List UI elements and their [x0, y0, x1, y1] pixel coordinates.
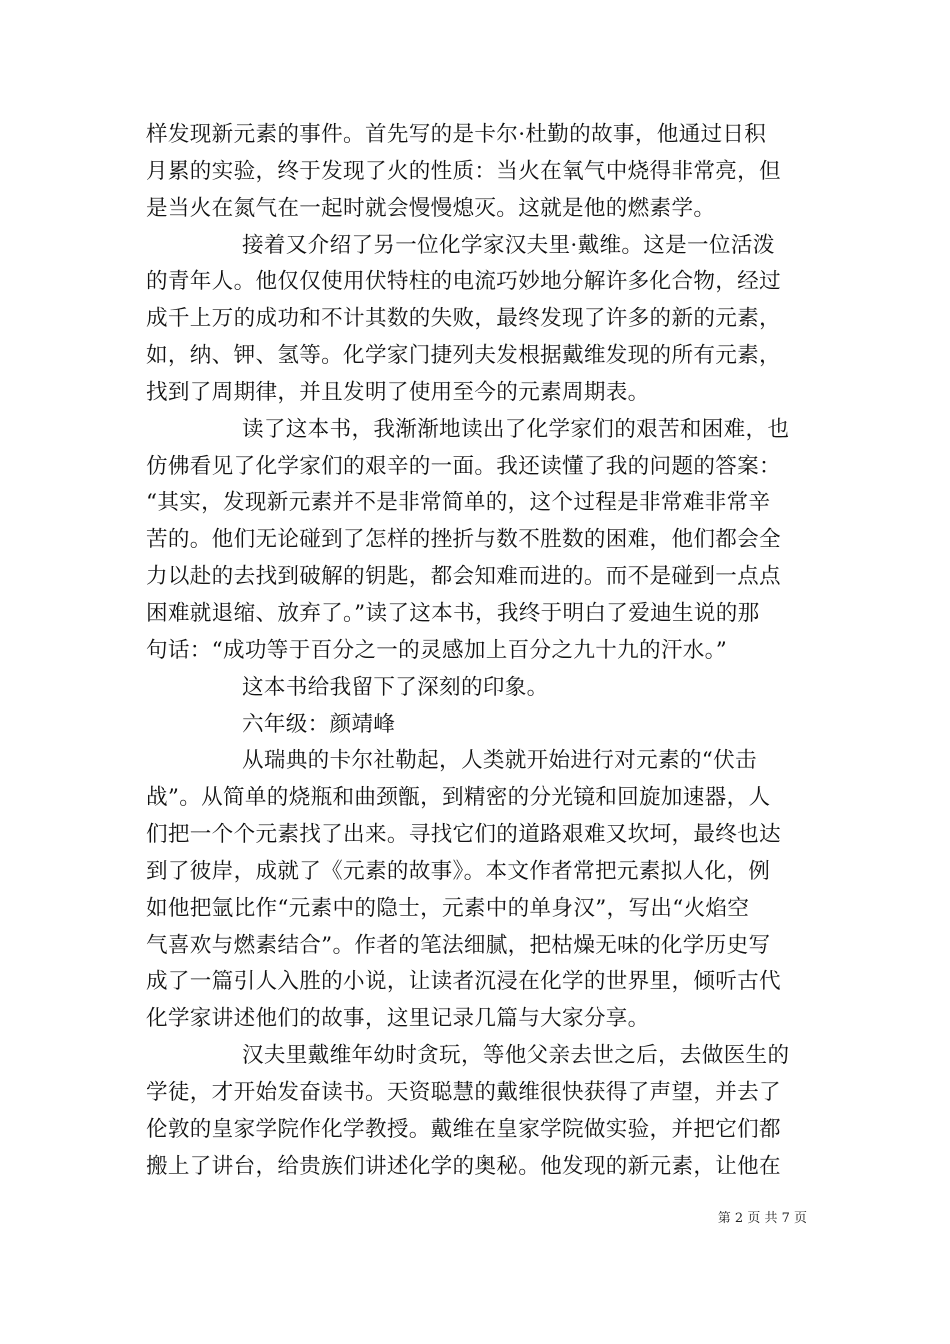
text-line: 困难就退缩、放弃了。”读了这本书，我终于明白了爱迪生说的那 [146, 600, 760, 626]
text-line: 如，纳、钾、氢等。化学家门捷列夫发根据戴维发现的所有元素， [146, 343, 781, 369]
paragraph-start-line: 汉夫里戴维年幼时贪玩，等他父亲去世之后，去做医生的 [242, 1043, 790, 1069]
text-line: 苦的。他们无论碰到了怎样的挫折与数不胜数的困难，他们都会全 [146, 527, 781, 553]
document-body [146, 117, 810, 1185]
text-line: 月累的实验，终于发现了火的性质：当火在氧气中烧得非常亮，但 [146, 158, 781, 184]
text-line: 战”。从简单的烧瓶和曲颈甑，到精密的分光镜和回旋加速器，人 [146, 785, 771, 811]
paragraph-start-line: 从瑞典的卡尔社勒起，人类就开始进行对元素的“伏击 [242, 748, 757, 774]
text-line: 是当火在氮气在一起时就会慢慢熄灭。这就是他的燃素学。 [146, 195, 716, 221]
author-line: 六年级：颜靖峰 [242, 711, 396, 737]
text-line: 如他把氩比作“元素中的隐士，元素中的单身汉”，写出“火焰空 [146, 895, 750, 921]
paragraph-start-line: 读了这本书，我渐渐地读出了化学家们的艰苦和困难，也 [242, 416, 790, 442]
text-line: 样发现新元素的事件。首先写的是卡尔·杜勤的故事，他通过日积 [146, 122, 767, 147]
text-line: 成千上万的成功和不计其数的失败，最终发现了许多的新的元素， [146, 306, 781, 332]
text-line: 们把一个个元素找了出来。寻找它们的道路艰难又坎坷，最终也达 [146, 822, 781, 848]
text-line: 搬上了讲台，给贵族们讲述化学的奥秘。他发现的新元素，让他在 [146, 1153, 781, 1179]
page-number: 第 2 页 共 7 页 [717, 1211, 807, 1226]
text-line: “其实，发现新元素并不是非常简单的，这个过程是非常难非常辛 [146, 490, 771, 516]
text-line: 找到了周期律，并且发明了使用至今的元素周期表。 [146, 379, 650, 405]
text-line: 的青年人。他仅仅使用伏特柱的电流巧妙地分解许多化合物，经过 [146, 269, 781, 295]
text-line: 化学家讲述他们的故事，这里记录几篇与大家分享。 [146, 1006, 650, 1032]
text-line: 到了彼岸，成就了《元素的故事》。本文作者常把元素拟人化，例 [146, 858, 771, 884]
text-line: 学徒，才开始发奋读书。天资聪慧的戴维很快获得了声望，并去了 [146, 1079, 781, 1105]
text-line: 气喜欢与燃素结合”。作者的笔法细腻，把枯燥无味的化学历史写 [146, 932, 771, 958]
paragraph-start-line: 接着又介绍了另一位化学家汉夫里·戴维。这是一位活泼 [242, 232, 775, 258]
paragraph-start-line: 这本书给我留下了深刻的印象。 [242, 674, 549, 700]
text-line: 伦敦的皇家学院作化学教授。戴维在皇家学院做实验，并把它们都 [146, 1116, 781, 1142]
text-line: 力以赴的去找到破解的钥匙，都会知难而进的。而不是碰到一点点 [146, 564, 781, 590]
page-footer [0, 1207, 950, 1227]
text-line: 成了一篇引人入胜的小说，让读者沉浸在化学的世界里，倾听古代 [146, 969, 781, 995]
text-line: 句话：“成功等于百分之一的灵感加上百分之九十九的汗水。” [146, 637, 728, 663]
text-line: 仿佛看见了化学家们的艰辛的一面。我还读懂了我的问题的答案： [146, 453, 781, 479]
